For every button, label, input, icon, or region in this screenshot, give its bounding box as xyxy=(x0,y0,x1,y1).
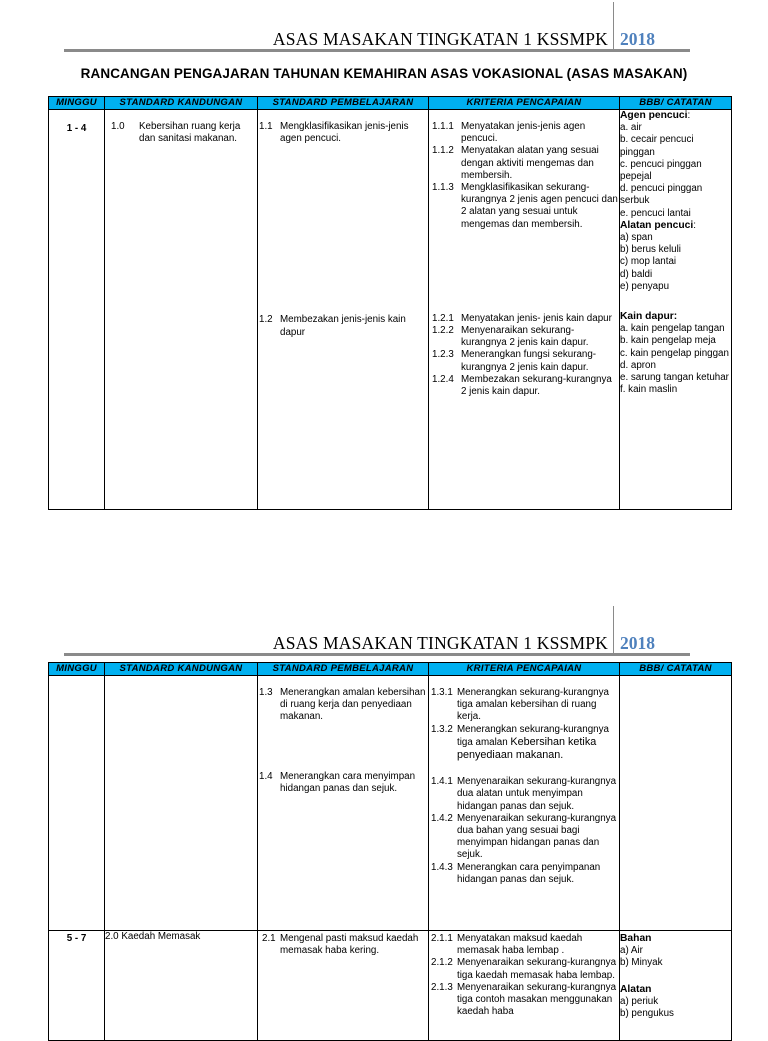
bbb-heading: Bahan xyxy=(620,933,652,944)
bbb-item: b) pengukus xyxy=(620,1008,674,1020)
kp-text: Membezakan sekurang-kurangnya 2 jenis kain dapur. xyxy=(461,373,612,398)
kp-code: 1.1.3 xyxy=(432,182,454,194)
bbb-heading: Alatan pencuci xyxy=(620,219,694,231)
bbb-item: a. air xyxy=(620,122,642,134)
kp-code: 1.4.2 xyxy=(431,812,453,824)
kp-text: Menyatakan jenis- jenis kain dapur xyxy=(461,312,612,324)
bbb-item: a. kain pengelap tangan xyxy=(620,323,725,335)
sp-text: Menerangkan cara menyimpan hidangan panas dan sejuk. xyxy=(280,770,416,794)
kp-text: Kebersihan ketika penyediaan makanan. xyxy=(457,735,597,762)
header-divider xyxy=(613,2,614,52)
bbb-item: a) periuk xyxy=(620,995,659,1007)
kp-text: Menyenaraikan sekurang-kurangnya dua alatan untuk menyimpan hidangan panas dan sejuk. xyxy=(457,776,617,812)
standard-pembelajaran-cell xyxy=(258,110,429,510)
bbb-item: e. pencuci lantai xyxy=(620,207,691,219)
kp-text: Mengklasifikasikan sekurang-kurangnya 2 jenis agen pencuci dan 2 alatan yang sesuai untuk mengemas dan membersih. xyxy=(461,182,618,230)
header-divider xyxy=(613,606,614,656)
kp-code: 1.3.2 xyxy=(431,723,453,735)
sp-code: 1.2 xyxy=(259,314,273,326)
kp-code: 2.1.1 xyxy=(431,933,453,944)
kp-code: 1.1.1 xyxy=(432,121,454,132)
table-header-row xyxy=(49,663,732,676)
bbb-item: d) baldi xyxy=(620,268,653,280)
sk-text: Kaedah Memasak xyxy=(121,931,201,942)
col-header-bbb-catatan: BBB/ CATATAN xyxy=(620,663,732,676)
bbb-item: e. sarung tangan ketuhar xyxy=(620,372,729,384)
col-header-standard-kandungan: STANDARD KANDUNGAN xyxy=(105,663,258,676)
kp-text: Menerangkan sekurang-kurangnya tiga amalan xyxy=(457,723,609,748)
kp-code: 1.2.3 xyxy=(432,349,454,361)
bbb-item: b. kain pengelap meja xyxy=(620,335,716,347)
table-header-row xyxy=(49,97,732,110)
standard-pembelajaran-cell xyxy=(258,931,429,1041)
sk-code: 2.0 xyxy=(105,931,119,942)
kp-text: Menyatakan jenis-jenis agen pencuci. xyxy=(461,121,586,145)
kp-code: 1.3.1 xyxy=(431,687,453,698)
col-header-minggu: MINGGU xyxy=(49,663,105,676)
kp-text: Menyenaraikan sekurang-kurangnya tiga contoh masakan menggunakan kaedah haba xyxy=(457,981,617,1018)
sp-code: 2.1 xyxy=(262,933,276,944)
sp-text: Menerangkan amalan kebersihan di ruang kerja dan penyediaan makanan. xyxy=(280,687,426,723)
sk-text: Kebersihan ruang kerja dan sanitasi makanan. xyxy=(139,121,241,145)
kriteria-pencapaian-cell xyxy=(429,110,620,510)
col-header-standard-kandungan: STANDARD KANDUNGAN xyxy=(105,97,258,110)
sp-code: 1.3 xyxy=(259,687,273,698)
document-title: RANCANGAN PENGAJARAN TAHUNAN KEMAHIRAN ASAS VOKASIONAL (ASAS MASAKAN) xyxy=(80,66,688,81)
kriteria-pencapaian-cell xyxy=(429,931,620,1041)
kp-text: Menyenaraikan sekurang-kurangnya tiga kaedah memasak haba lembap. xyxy=(457,957,617,981)
bbb-item: e) penyapu xyxy=(620,280,670,292)
kp-text: Menyenaraikan sekurang-kurangnya 2 jenis kain dapur. xyxy=(461,325,589,349)
table-row xyxy=(49,931,732,1041)
header-title: ASAS MASAKAN TINGKATAN 1 KSSMPK xyxy=(272,633,608,653)
week-cell: 5 - 7 xyxy=(49,931,105,1041)
week-cell xyxy=(49,676,105,931)
week-cell: 1 - 4 xyxy=(49,110,105,510)
bbb-item: b) Minyak xyxy=(620,957,663,969)
page-header xyxy=(64,604,690,656)
bbb-item: c. pencuci pinggan pepejal xyxy=(620,158,702,183)
bbb-item: b. cecair pencuci pinggan xyxy=(620,134,694,158)
kp-code: 1.2.2 xyxy=(432,325,454,337)
kp-code: 1.2.4 xyxy=(432,373,454,385)
sp-text: Mengklasifikasikan jenis-jenis agen pencuci. xyxy=(280,121,409,145)
bbb-item: b) berus keluli xyxy=(620,244,681,256)
table-row xyxy=(49,110,732,510)
col-header-standard-pembelajaran: STANDARD PEMBELAJARAN xyxy=(258,663,429,676)
col-header-minggu: MINGGU xyxy=(49,97,105,110)
bbb-heading: Agen pencuci xyxy=(620,110,688,121)
kp-code: 1.2.1 xyxy=(432,312,454,324)
header-title: ASAS MASAKAN TINGKATAN 1 KSSMPK xyxy=(272,29,608,49)
table-row xyxy=(49,676,732,931)
header-year: 2018 xyxy=(620,633,655,653)
page-header xyxy=(64,0,690,52)
col-header-bbb-catatan: BBB/ CATATAN xyxy=(620,97,732,110)
bbb-item: d. apron xyxy=(620,359,656,371)
header-year: 2018 xyxy=(620,29,655,49)
kp-text: Menyenaraikan sekurang-kurangnya dua bahan yang sesuai bagi menyimpan hidangan panas dan sejuk. xyxy=(457,812,617,861)
bbb-item: c. kain pengelap pinggan xyxy=(620,347,729,359)
sp-text: Membezakan jenis-jenis kain dapur xyxy=(280,314,406,338)
kp-code: 2.1.3 xyxy=(431,981,453,993)
bbb-item: d. pencuci pinggan serbuk xyxy=(620,183,703,207)
kp-code: 1.1.2 xyxy=(432,145,454,157)
plan-table-2 xyxy=(48,662,732,1041)
kp-code: 2.1.2 xyxy=(431,957,453,969)
standard-pembelajaran-cell xyxy=(258,676,429,931)
col-header-standard-pembelajaran: STANDARD PEMBELAJARAN xyxy=(258,97,429,110)
bbb-heading: Alatan xyxy=(620,983,652,995)
header-rule xyxy=(64,49,690,52)
bbb-item: c) mop lantai xyxy=(620,256,677,268)
kp-text: Menerangkan sekurang-kurangnya tiga amalan kebersihan di ruang kerja. xyxy=(457,687,609,723)
bbb-item: a) Air xyxy=(620,945,643,957)
sp-code: 1.1 xyxy=(259,121,273,132)
standard-kandungan-cell xyxy=(105,931,258,1041)
header-rule xyxy=(64,653,690,656)
col-header-kriteria-pencapaian: KRITERIA PENCAPAIAN xyxy=(429,97,620,110)
kp-text: Menerangkan fungsi sekurang-kurangnya 2 jenis kain dapur. xyxy=(461,349,597,373)
standard-kandungan-cell xyxy=(105,676,258,931)
kriteria-pencapaian-cell xyxy=(429,676,620,931)
plan-table-1 xyxy=(48,96,732,510)
kp-text: Menerangkan cara penyimpanan hidangan panas dan sejuk. xyxy=(457,861,601,885)
bbb-catatan-cell: Agen pencuci: a. air b. cecair pencuci pinggan c. pencuci pinggan pepejal d. pencuci pinggan serbuk e. pencuci lantai Alatan pencuci: a) span b) berus keluli c) mop lantai d) baldi e) penyapu Kain dapur: a. kain pengelap tangan b. kain pengelap meja c. kain pengelap pinggan d. apron e. sarung tangan ketuhar f. kain maslin xyxy=(620,110,732,510)
col-header-kriteria-pencapaian: KRITERIA PENCAPAIAN xyxy=(429,663,620,676)
bbb-item: a) span xyxy=(620,232,653,244)
sp-code: 1.4 xyxy=(259,770,273,782)
standard-kandungan-cell xyxy=(105,110,258,510)
sk-code: 1.0 xyxy=(111,121,125,132)
bbb-heading: Kain dapur: xyxy=(620,311,678,323)
sp-text: Mengenal pasti maksud kaedah memasak haba kering. xyxy=(280,933,419,957)
kp-text: Menyatakan maksud kaedah memasak haba lembap . xyxy=(457,933,583,957)
bbb-catatan-cell xyxy=(620,931,732,1041)
kp-code: 1.4.1 xyxy=(431,776,453,788)
bbb-catatan-cell xyxy=(620,676,732,931)
kp-text: Menyatakan alatan yang sesuai dengan aktiviti mengemas dan membersih. xyxy=(461,145,599,181)
bbb-item: f. kain maslin xyxy=(620,384,678,396)
kp-code: 1.4.3 xyxy=(431,861,453,873)
